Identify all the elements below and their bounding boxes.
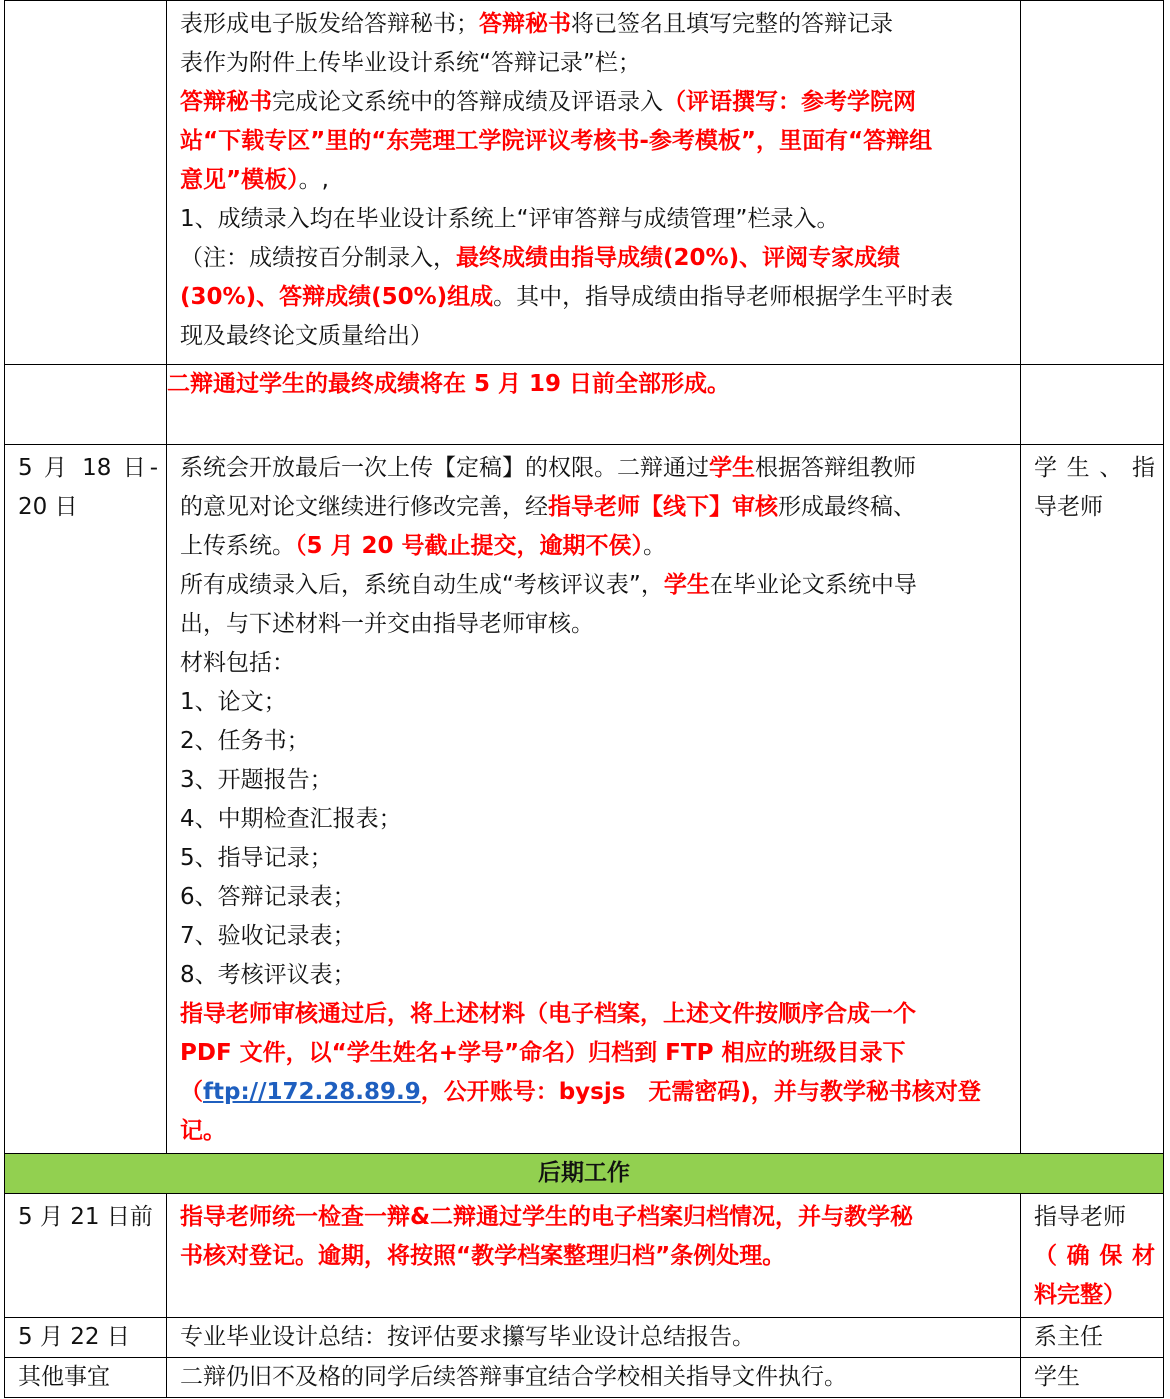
text-line: 现及最终论文质量给出） [180, 323, 433, 349]
table-row-archive [5, 1194, 1164, 1318]
cell-date-empty [5, 1, 167, 365]
text-line: 表作为附件上传毕业设计系统“答辩记录”栏； [180, 50, 641, 76]
resp-line: 学生、指 [1034, 455, 1155, 481]
text-line: 站“下载专区”里的“东莞理工学院评议考核书-参考模板”，里面有“答辩组 [180, 128, 933, 154]
cell-final-draft-instructions [167, 445, 1021, 1154]
text-line: 材料包括： [180, 650, 295, 676]
table-row-summary [5, 1318, 1164, 1358]
cell-resp-empty [1021, 1, 1164, 365]
list-item: 3、开题报告； [180, 767, 333, 793]
resp-line: 导老师 [1034, 494, 1103, 520]
text-line: 指导老师统一检查一辩&二辩通过学生的电子档案归档情况，并与教学秘 [180, 1204, 914, 1230]
cell-other: 二辩仍旧不及格的同学后续答辩事宜结合学校相关指导文件执行。 [167, 1358, 1021, 1398]
text-line: （注：成绩按百分制录入，最终成绩由指导成绩(20%)、评阅专家成绩 [180, 245, 901, 271]
section-banner: 后期工作 [5, 1154, 1164, 1194]
cell-archive-instructions [167, 1194, 1021, 1318]
date-line: 20 日 [18, 494, 78, 520]
resp-line: 料完整） [1034, 1282, 1126, 1308]
text-line: 指导老师审核通过后，将上述材料（电子档案，上述文件按顺序合成一个 [180, 1001, 916, 1027]
text-line: 的意见对论文继续进行修改完善，经指导老师【线下】审核形成最终稿、 [180, 494, 916, 520]
table-row-defense-records [5, 1, 1164, 365]
cell-date: 5 月 21 日前 [5, 1194, 167, 1318]
cell-responsible [1021, 1194, 1164, 1318]
ftp-link[interactable]: ftp://172.28.89.9 [203, 1079, 421, 1105]
table-row-notice [5, 365, 1164, 445]
cell-resp-empty [1021, 365, 1164, 445]
text-line: （ftp://172.28.89.9，公开账号：bysjs 无需密码)，并与教学秘书核对登 [180, 1079, 981, 1105]
cell-responsible: 学生 [1021, 1358, 1164, 1398]
table-row-final-draft [5, 445, 1164, 1154]
text-line: 系统会开放最后一次上传【定稿】的权限。二辩通过学生根据答辩组教师 [180, 455, 916, 481]
cell-date: 其他事宜 [5, 1358, 167, 1398]
cell-responsible [1021, 445, 1164, 1154]
cell-date [5, 445, 167, 1154]
resp-line: 指导老师 [1034, 1204, 1126, 1230]
text-line: PDF 文件，以“学生姓名+学号”命名）归档到 FTP 相应的班级目录下 [180, 1040, 906, 1066]
text-line: 所有成绩录入后，系统自动生成“考核评议表”，学生在毕业论文系统中导 [180, 572, 917, 598]
list-item: 8、考核评议表； [180, 962, 356, 988]
text-line: 意见”模板）。, [180, 167, 329, 193]
text-line: 记。 [180, 1118, 226, 1144]
text-line: (30%)、答辩成绩(50%)组成。其中，指导成绩由指导老师根据学生平时表 [180, 284, 954, 310]
table-row-other [5, 1358, 1164, 1398]
text-line: 书核对登记。逾期，将按照“教学档案整理归档”条例处理。 [180, 1243, 786, 1269]
date-line: 5 月 18 日- [18, 455, 158, 481]
resp-line: （确保材 [1034, 1243, 1155, 1269]
list-item: 5、指导记录； [180, 845, 333, 871]
list-item: 1、论文； [180, 689, 287, 715]
cell-date: 5 月 22 日 [5, 1318, 167, 1358]
text-line: 答辩秘书完成论文系统中的答辩成绩及评语录入（评语撰写：参考学院网 [180, 89, 916, 115]
cell-responsible: 系主任 [1021, 1318, 1164, 1358]
text-line: 上传系统。（5 月 20 号截止提交，逾期不侯）。 [180, 533, 667, 559]
cell-summary: 专业毕业设计总结：按评估要求攥写毕业设计总结报告。 [167, 1318, 1021, 1358]
text-line: 表形成电子版发给答辩秘书；答辩秘书将已签名且填写完整的答辩记录 [180, 11, 893, 37]
final-score-notice: 二辩通过学生的最终成绩将在 5 月 19 日前全部形成。 [167, 365, 1021, 445]
text-line: 出，与下述材料一并交由指导老师审核。 [180, 611, 594, 637]
schedule-table [4, 0, 1164, 1398]
cell-date-empty [5, 365, 167, 445]
list-item: 4、中期检查汇报表； [180, 806, 402, 832]
table-row-banner [5, 1154, 1164, 1194]
list-item: 6、答辩记录表； [180, 884, 356, 910]
list-item: 2、任务书； [180, 728, 310, 754]
cell-defense-instructions [167, 1, 1021, 365]
text-line: 1、成绩录入均在毕业设计系统上“评审答辩与成绩管理”栏录入。 [180, 206, 840, 232]
list-item: 7、验收记录表； [180, 923, 356, 949]
